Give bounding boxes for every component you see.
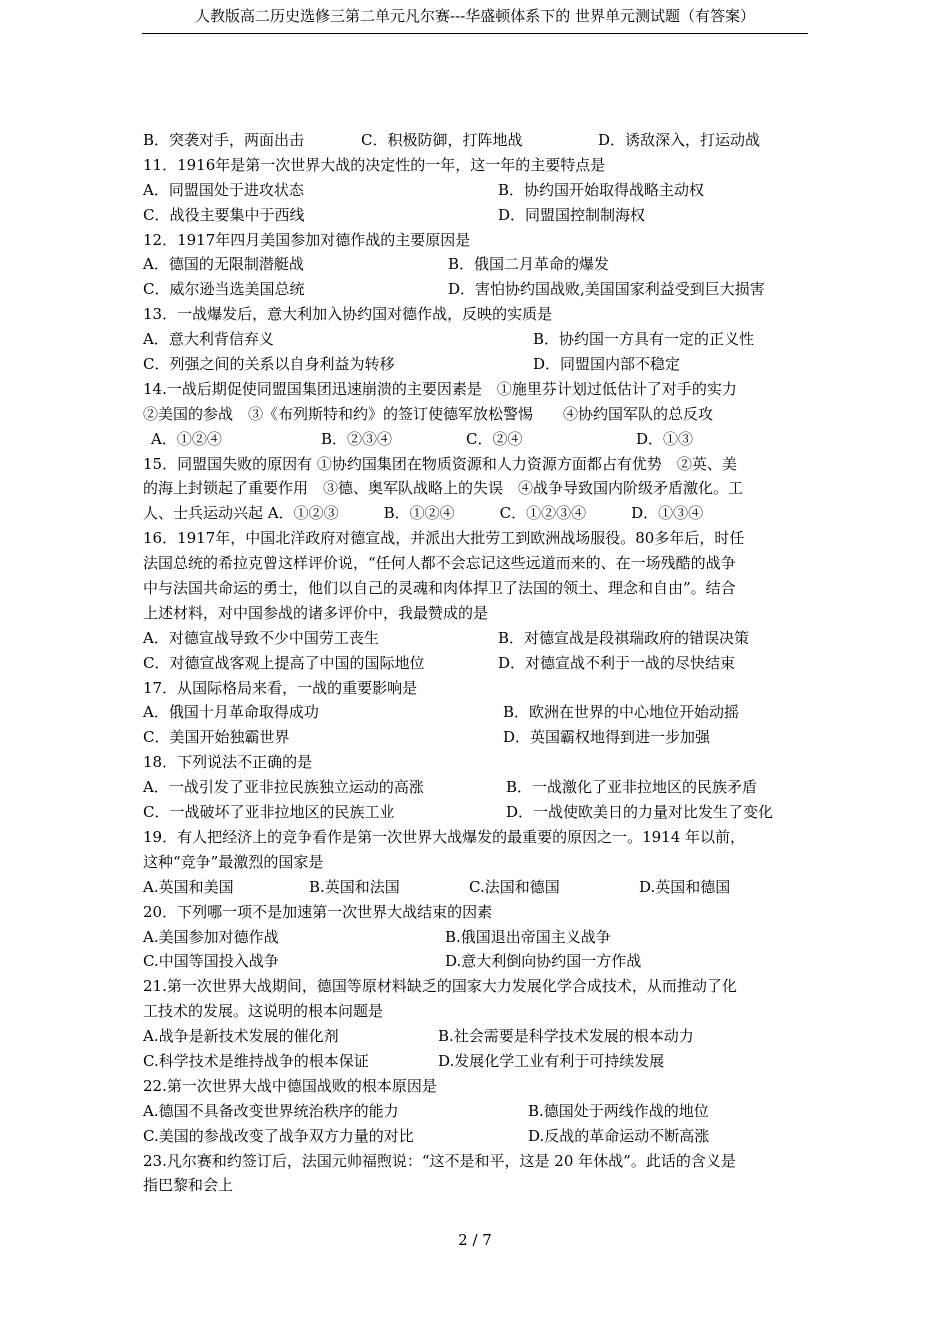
- option-a: A．对德宣战导致不少中国劳工丧生: [143, 628, 379, 647]
- option-c: C．威尔逊当选美国总统: [143, 280, 305, 299]
- options-row: [143, 949, 809, 974]
- option-a: A．德国的无限制潜艇战: [143, 255, 304, 274]
- option-a: A．①②④: [151, 429, 222, 448]
- option-b: B．突袭对手，两面出击: [143, 131, 305, 149]
- option-c: C．列强之间的关系以自身利益为转移: [143, 355, 395, 374]
- option-b: B．对德宣战是段祺瑞政府的错误决策: [498, 628, 750, 647]
- options-row: [143, 875, 809, 900]
- question-11: 11．1916年是第一次世界大战的决定性的一年，这一年的主要特点是: [143, 155, 606, 174]
- question-17: 17．从国际格局来看，一战的重要影响是: [143, 678, 418, 697]
- question-21: 21.第一次世界大战期间，德国等原材料缺乏的国家大力发展化学合成技术，从而推动了化: [143, 977, 737, 996]
- option-c: C．对德宣战客观上提高了中国的国际地位: [143, 653, 425, 672]
- option-d: D.反战的革命运动不断高涨: [528, 1126, 710, 1145]
- question-15-continued: 的海上封锁起了重要作用 ③德、奥军队战略上的失误 ④战争导致国内阶级矛盾激化。工: [143, 479, 744, 498]
- question-15-options: 人、士兵运动兴起 A．①②③ B．①②④ C．①②③④ D．①③④: [143, 504, 704, 523]
- question-18: 18．下列说法不正确的是: [143, 753, 313, 772]
- question-14: 14.一战后期促使同盟国集团迅速崩溃的主要因素是 ①施里芬计划过低估计了对手的实力: [143, 379, 737, 398]
- options-row: [143, 700, 809, 725]
- option-a: A.英国和美国: [143, 877, 234, 896]
- option-a: A．俄国十月革命取得成功: [143, 703, 319, 722]
- options-row: [143, 1099, 809, 1124]
- question-20: 20．下列哪一项不是加速第一次世界大战结束的因素: [143, 902, 493, 921]
- option-c: C．②④: [466, 429, 523, 448]
- option-b: B.德国处于两线作战的地位: [528, 1101, 709, 1120]
- header-rule: [142, 33, 808, 34]
- option-c: C.中国等国投入战争: [143, 952, 279, 971]
- question-12: 12．1917年四月美国参加对德作战的主要原因是: [143, 230, 471, 249]
- option-b: B．俄国二月革命的爆发: [448, 255, 610, 274]
- options-row: [143, 203, 809, 228]
- options-row: [143, 775, 809, 800]
- option-d: D．一战使欧美日的力量对比发生了变化: [506, 803, 774, 822]
- options-row: [143, 252, 809, 277]
- option-d: D．①③: [636, 429, 694, 448]
- option-d: D.意大利倒向协约国一方作战: [445, 952, 642, 971]
- option-c: C．战役主要集中于西线: [143, 205, 305, 224]
- option-a: A.战争是新技术发展的催化剂: [143, 1027, 339, 1046]
- options-row: [143, 427, 809, 452]
- option-b: B．协约国一方具有一定的正义性: [533, 330, 755, 349]
- options-row: [143, 1049, 809, 1074]
- option-a: A．同盟国处于进攻状态: [143, 180, 304, 199]
- option-d: D．同盟国内部不稳定: [533, 355, 681, 374]
- options-row: [143, 1024, 809, 1049]
- option-d: D.发展化学工业有利于可持续发展: [438, 1051, 665, 1070]
- page-number: 2 / 7: [458, 1231, 492, 1249]
- option-c: C．积极防御，打阵地战: [361, 131, 523, 149]
- question-23-continued: 指巴黎和会上: [143, 1176, 234, 1195]
- option-d: D．同盟国控制制海权: [498, 205, 646, 224]
- options-row: [143, 651, 809, 676]
- options-row: [143, 327, 809, 352]
- option-b: B．协约国开始取得战略主动权: [498, 180, 705, 199]
- option-a: A.美国参加对德作战: [143, 927, 279, 946]
- question-21-continued: 工技术的发展。这说明的根本问题是: [143, 1002, 384, 1021]
- option-b: B．一战激化了亚非拉地区的民族矛盾: [506, 778, 758, 797]
- document-body: [143, 128, 809, 1198]
- question-22: 22.第一次世界大战中德国战败的根本原因是: [143, 1076, 437, 1095]
- option-d: D．英国霸权地得到进一步加强: [503, 728, 711, 747]
- question-23: 23.凡尔赛和约签订后，法国元帅福煦说：“这不是和平，这是 20 年休战”。此话的含义是: [143, 1151, 736, 1170]
- option-d: D.英国和德国: [639, 877, 731, 896]
- options-row: [143, 352, 809, 377]
- option-c: C．一战破坏了亚非拉地区的民族工业: [143, 803, 395, 822]
- question-16: 16．1917年，中国北洋政府对德宣战，并派出大批劳工到欧洲战场服役。80多年后，时任: [143, 529, 745, 548]
- options-row: [143, 626, 809, 651]
- options-row: [143, 725, 809, 750]
- option-b: B．②③④: [321, 429, 393, 448]
- option-a: A．意大利背信弃义: [143, 330, 274, 349]
- options-row: [143, 800, 809, 825]
- option-d: D．害怕协约国战败,美国国家利益受到巨大损害: [448, 280, 765, 299]
- question-13: 13．一战爆发后，意大利加入协约国对德作战，反映的实质是: [143, 305, 553, 324]
- option-b: B.俄国退出帝国主义战争: [445, 927, 611, 946]
- option-b: B.社会需要是科学技术发展的根本动力: [438, 1027, 694, 1046]
- question-19-continued: 这种“竞争”最激烈的国家是: [143, 852, 324, 871]
- options-row: [143, 277, 809, 302]
- option-c: C.科学技术是维持战争的根本保证: [143, 1051, 369, 1070]
- question-16-continued: 中与法国共命运的勇士，他们以自己的灵魂和肉体捍卫了法国的领土、理念和自由”。结合: [143, 579, 736, 598]
- question-19: 19．有人把经济上的竞争看作是第一次世界大战爆发的最重要的原因之一。1914 年以前，: [143, 827, 746, 846]
- question-15: 15．同盟国失败的原因有 ①协约国集团在物质资源和人力资源方面都占有优势 ②英、美: [143, 454, 737, 473]
- page-header: 人教版高二历史选修三第二单元凡尔赛---华盛顿体系下的 世界单元测试题（有答案）: [195, 7, 755, 25]
- option-c: C.美国的参战改变了战争双方力量的对比: [143, 1126, 414, 1145]
- options-row: [143, 1124, 809, 1149]
- option-d: D．对德宣战不利于一战的尽快结束: [498, 653, 736, 672]
- option-d: D．诱敌深入，打运动战: [598, 131, 761, 149]
- options-row: [143, 925, 809, 950]
- option-b: B.英国和法国: [309, 877, 400, 896]
- option-a: A．一战引发了亚非拉民族独立运动的高涨: [143, 778, 424, 797]
- option-c: C.法国和德国: [469, 877, 560, 896]
- options-row: [143, 178, 809, 203]
- option-c: C．美国开始独霸世界: [143, 728, 290, 747]
- question-16-continued: 法国总统的希拉克曾这样评价说，“任何人都不会忘记这些远道而来的、在一场残酷的战争: [143, 554, 736, 573]
- question-16-continued: 上述材料，对中国参战的诸多评价中，我最赞成的是: [143, 603, 489, 622]
- option-b: B．欧洲在世界的中心地位开始动摇: [503, 703, 740, 722]
- question-14-continued: ②美国的参战 ③《布列斯特和约》的签订使德军放松警惕 ④协约国军队的总反攻: [143, 404, 714, 423]
- option-a: A.德国不具备改变世界统治秩序的能力: [143, 1101, 399, 1120]
- question-line: [143, 128, 809, 153]
